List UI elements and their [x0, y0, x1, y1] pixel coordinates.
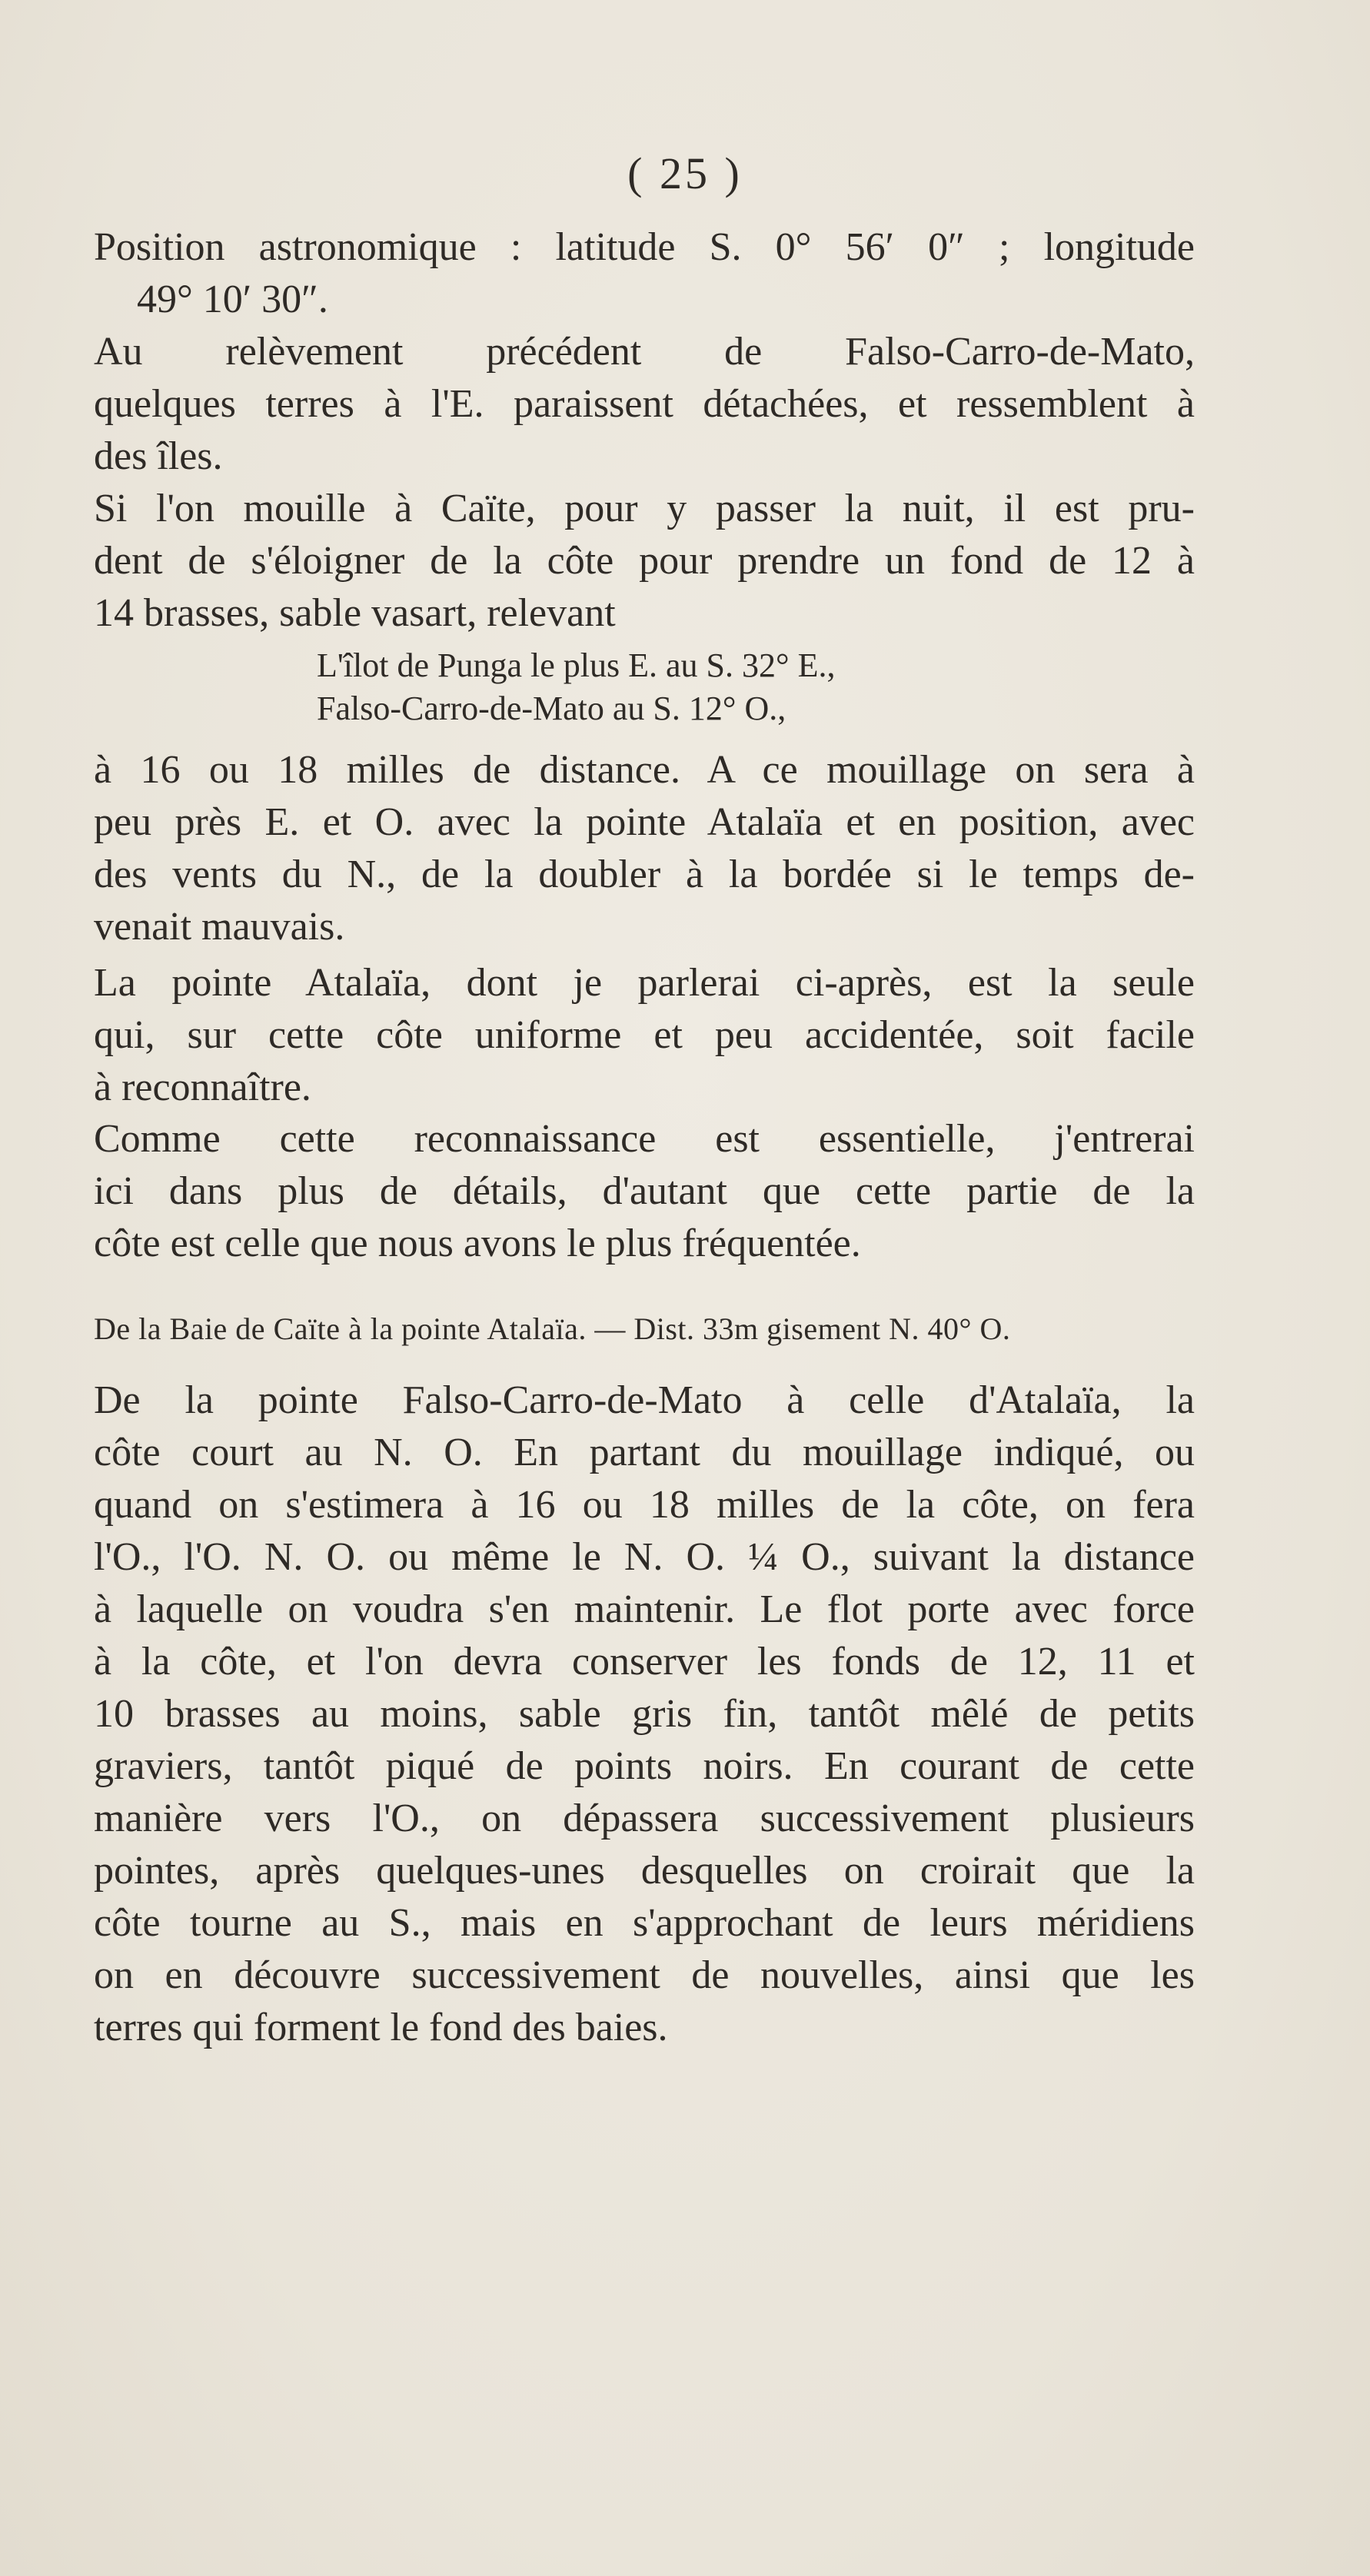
paragraph-pointe-atalaia: [94, 957, 1195, 1114]
text-line: quelques terres à l'E. paraissent détachées, et ressemblent à: [94, 382, 1195, 426]
paragraph-position: [94, 221, 1195, 326]
text-line: 49° 10′ 30″.: [137, 278, 328, 321]
text-line: à 16 ou 18 milles de distance. A ce mouillage on sera à: [94, 748, 1195, 792]
paragraph-falso-carro-atalaia: [94, 1374, 1195, 2054]
text-line: des îles.: [94, 434, 223, 478]
text-line: des vents du N., de la doubler à la bordée si le temps de-: [94, 853, 1195, 896]
text-line: peu près E. et O. avec la pointe Atalaïa et en position, avec: [94, 800, 1195, 844]
page-number: ( 25 ): [627, 148, 743, 198]
text-line: venait mauvais.: [94, 905, 345, 949]
text-line: à reconnaître.: [94, 1065, 311, 1109]
text-line: côte tourne au S., mais en s'approchant de leurs méridiens: [94, 1901, 1195, 1945]
paragraph-relevement: [94, 326, 1195, 483]
paragraph-reconnaissance: [94, 1113, 1195, 1270]
paragraph-mouillage-caite: [94, 483, 1195, 640]
text-line: 14 brasses, sable vasart, relevant: [94, 591, 616, 635]
text-line: Au relèvement précédent de Falso-Carro-de-Mato,: [94, 330, 1195, 374]
text-line: terres qui forment le fond des baies.: [94, 2006, 668, 2049]
text-line: qui, sur cette côte uniforme et peu accidentée, soit facile: [94, 1013, 1195, 1057]
text-line: Si l'on mouille à Caïte, pour y passer la nuit, il est pru-: [94, 487, 1195, 530]
text-line: 10 brasses au moins, sable gris fin, tantôt mêlé de petits: [94, 1692, 1195, 1736]
text-line: à la côte, et l'on devra conserver les fonds de 12, 11 et: [94, 1640, 1195, 1684]
text-line: La pointe Atalaïa, dont je parlerai ci-après, est la seule: [94, 961, 1195, 1005]
bearings-list: [94, 644, 1195, 730]
section-heading: De la Baie de Caïte à la pointe Atalaïa. — Dist. 33m gisement N. 40° O.: [94, 1311, 1011, 1346]
text-line: Comme cette reconnaissance est essentielle, j'entrerai: [94, 1117, 1195, 1161]
text-line: côte court au N. O. En partant du mouillage indiqué, ou: [94, 1431, 1195, 1474]
text-line: à laquelle on voudra s'en maintenir. Le flot porte avec force: [94, 1587, 1195, 1631]
text-line: pointes, après quelques-unes desquelles on croirait que la: [94, 1849, 1195, 1893]
text-line: graviers, tantôt piqué de points noirs. En courant de cette: [94, 1744, 1195, 1788]
paragraph-distance: [94, 744, 1195, 953]
bearing-line: Falso-Carro-de-Mato au S. 12° O.,: [317, 690, 786, 727]
bearing-line: L'îlot de Punga le plus E. au S. 32° E.,: [317, 646, 836, 684]
text-line: quand on s'estimera à 16 ou 18 milles de la côte, on fera: [94, 1483, 1195, 1527]
text-line: on en découvre successivement de nouvelles, ainsi que les: [94, 1953, 1195, 1997]
text-line: ici dans plus de détails, d'autant que cette partie de la: [94, 1169, 1195, 1213]
text-line: dent de s'éloigner de la côte pour prendre un fond de 12 à: [94, 539, 1195, 583]
text-line: manière vers l'O., on dépassera successivement plusieurs: [94, 1797, 1195, 1840]
text-line: côte est celle que nous avons le plus fréquentée.: [94, 1222, 861, 1265]
text-line: l'O., l'O. N. O. ou même le N. O. ¼ O., suivant la distance: [94, 1535, 1195, 1579]
text-line: De la pointe Falso-Carro-de-Mato à celle d'Atalaïa, la: [94, 1378, 1195, 1422]
text-line: Position astronomique : latitude S. 0° 56′ 0″ ; longitude: [94, 225, 1195, 269]
